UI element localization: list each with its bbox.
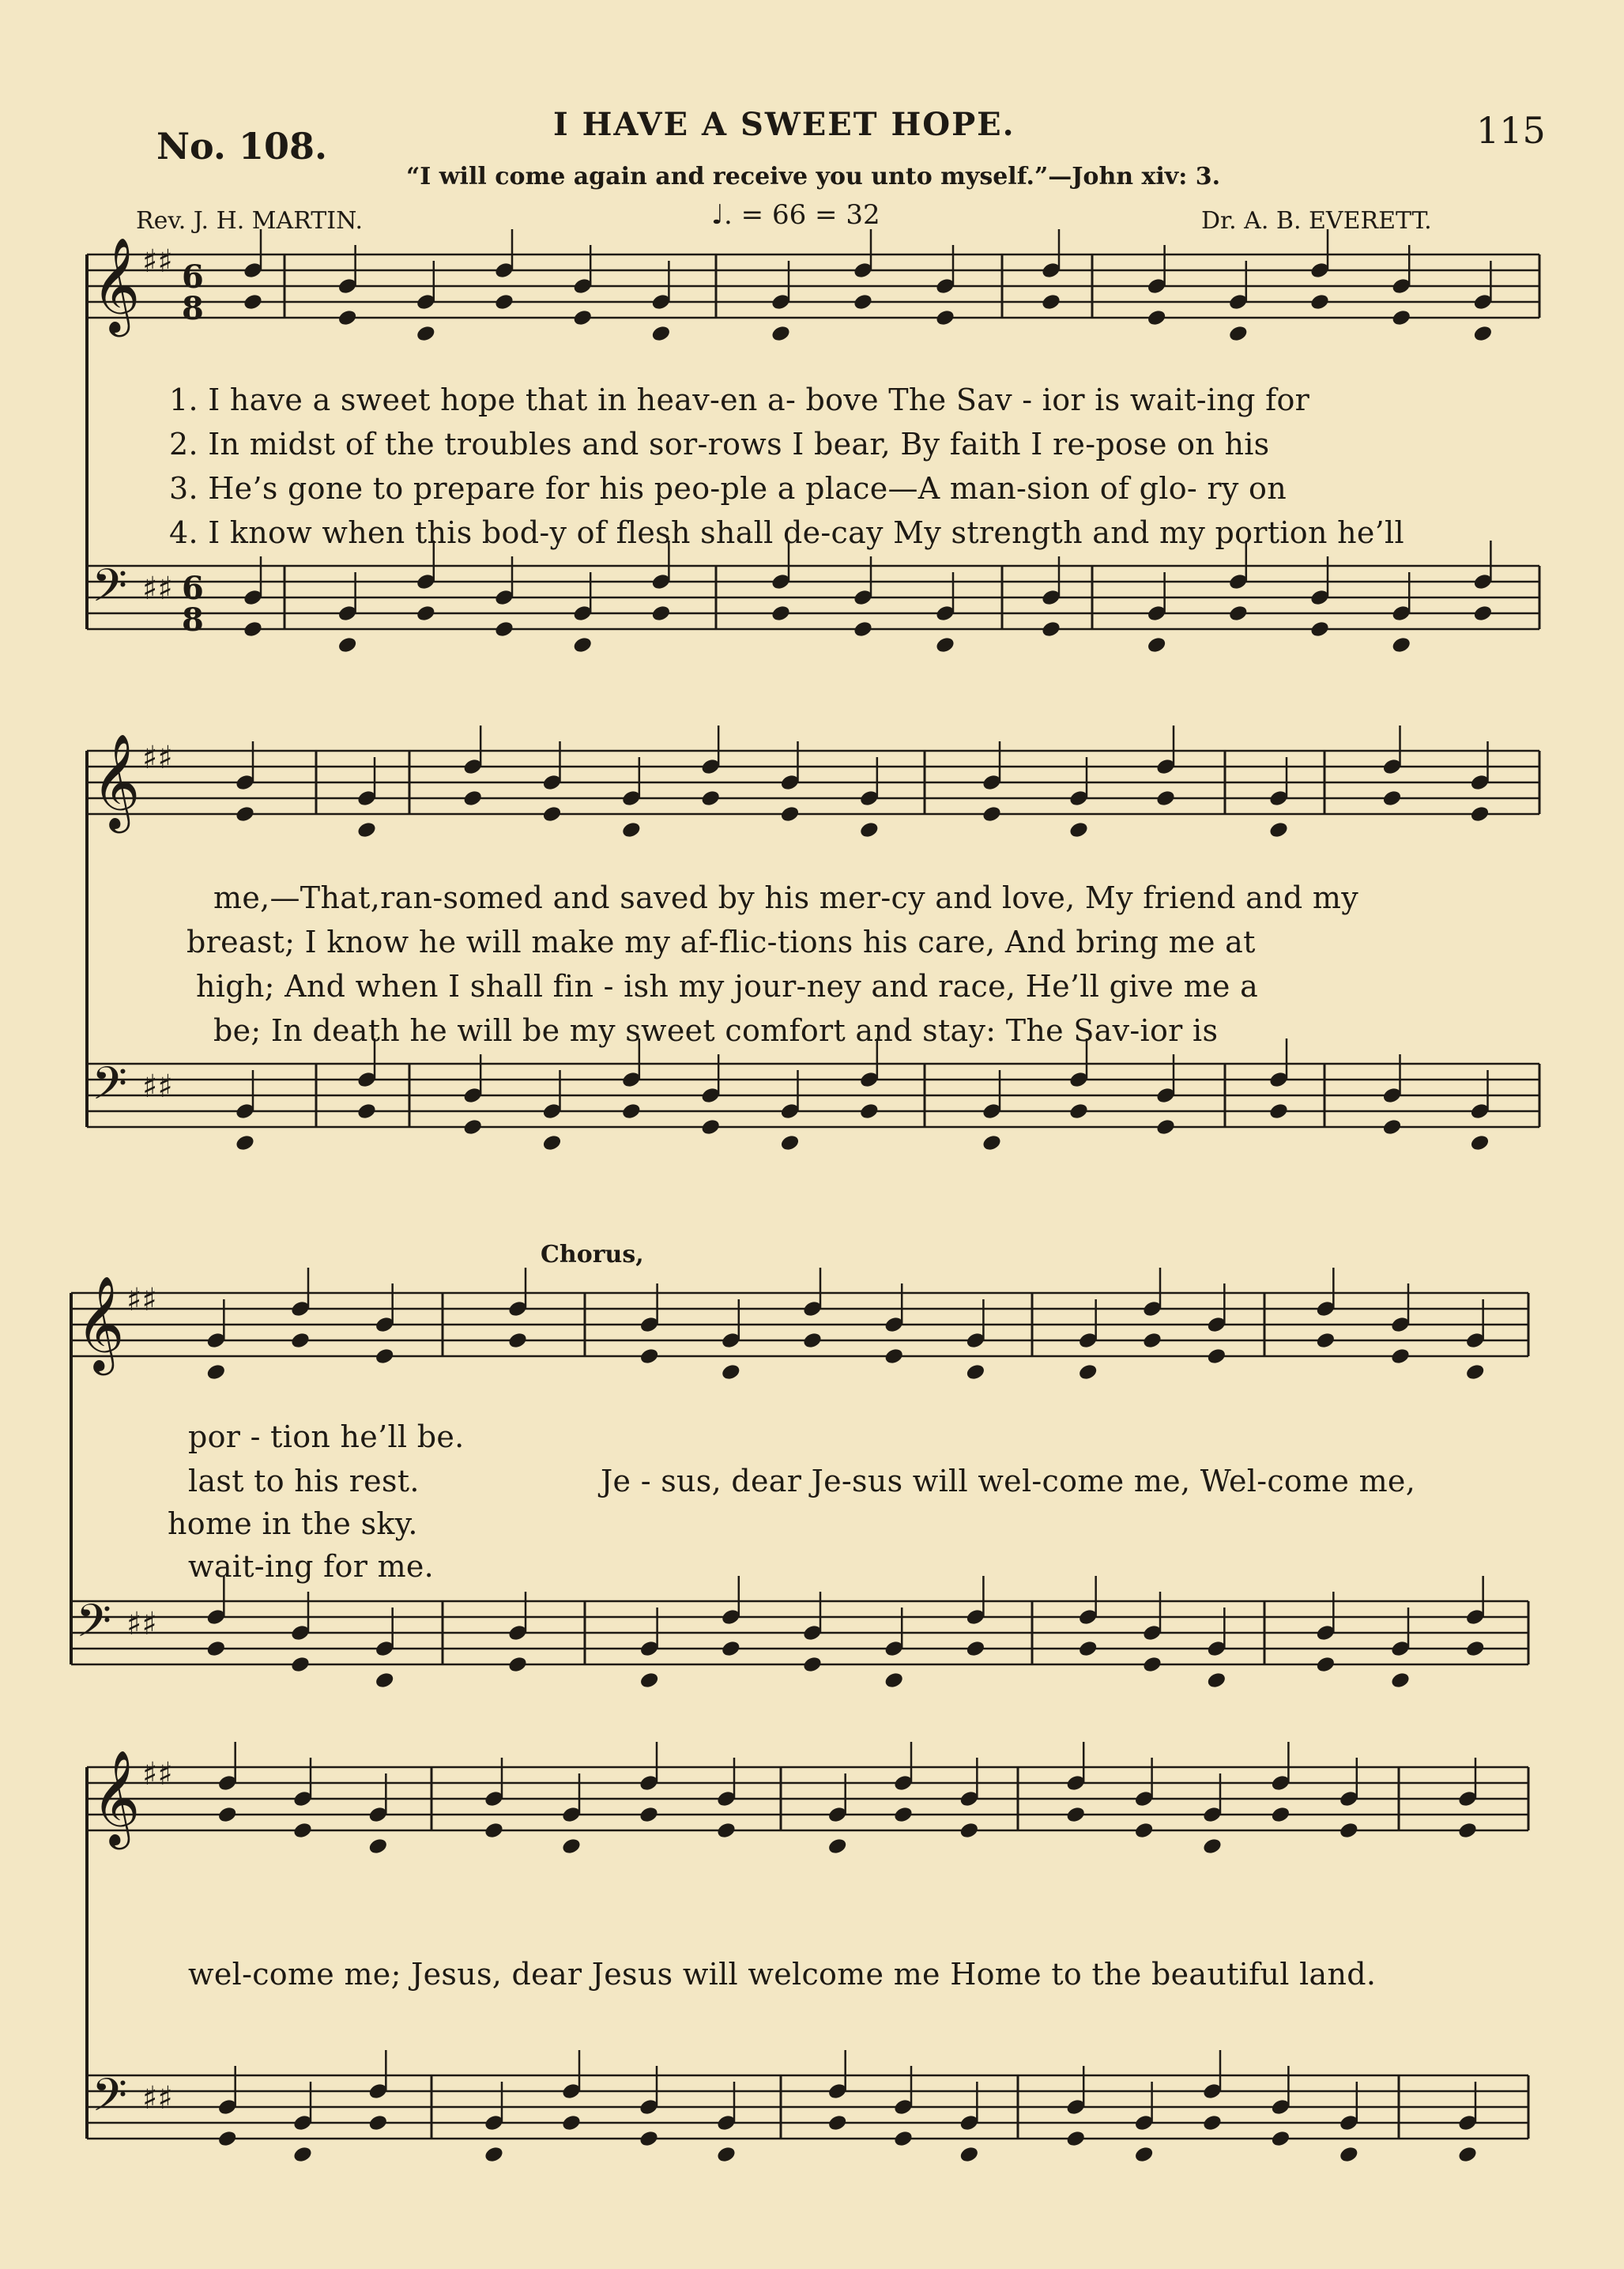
note-head [639,1671,660,1690]
note-head [1133,1821,1155,1840]
note-head [1309,292,1331,311]
note-head [1206,1671,1227,1690]
note-head [462,789,484,808]
dotted-quarter-note-icon: ♩. [711,199,733,231]
key-signature-icon: ♯♯ [142,243,173,280]
note-head [356,820,378,839]
note-head [367,1837,389,1856]
note-head [292,2145,314,2164]
note-head [494,620,515,639]
note-head [1041,292,1062,311]
note-head [884,1671,905,1690]
bass-clef-icon: 𝄢 [92,559,128,624]
note-head [959,2145,980,2164]
note-head [217,2129,238,2148]
note-head [858,820,880,839]
note-head [639,1347,660,1366]
time-signature-bottom: 8 [182,290,204,327]
note-head [1227,324,1249,343]
note-head [1338,1821,1359,1840]
note-head [235,805,256,824]
note-head [853,620,874,639]
note-head [1390,1671,1411,1690]
verse-line: be; In death he will be my sweet comfort and stay: The Sav-ior is [213,1013,1219,1048]
note-head [959,1821,980,1840]
note-head [1065,2129,1087,2148]
note-head [1390,1347,1411,1366]
note-head [1133,2145,1155,2164]
note-head [243,292,264,311]
note-head [507,1655,529,1674]
verse-line: breast; I know he will make my af-flic-tions his care, And bring me at [187,925,1256,959]
note-head [572,308,593,327]
note-head [1381,789,1403,808]
treble-clef-icon: 𝄞 [92,733,141,829]
note-head [541,1133,563,1152]
note-head [1472,324,1494,343]
note-head [1391,308,1412,327]
note-head [1270,2129,1291,2148]
verse-line: 1. I have a sweet hope that in heav-en a- bove The Sav - ior is wait-ing for [169,383,1310,417]
bass-clef-icon: 𝄢 [76,1594,112,1659]
key-signature-icon: ♯♯ [142,740,173,776]
note-head [700,789,722,808]
note-head [561,2113,582,2132]
note-head [720,1363,741,1381]
note-head [982,805,1003,824]
note-head [1391,635,1412,654]
treble-clef-icon: 𝄞 [92,236,141,333]
hymn-title: I HAVE A SWEET HOPE. [553,106,1015,143]
note-head [771,604,792,623]
note-head [356,1102,378,1121]
note-head [205,1363,227,1381]
note-head [1227,604,1249,623]
key-signature-icon: ♯♯ [126,1606,157,1642]
note-head [716,1821,737,1840]
note-head [1077,1363,1098,1381]
note-head [1142,1331,1163,1350]
tempo-value: = 66 = 32 [740,199,880,231]
note-head [337,308,358,327]
chorus-label: Chorus, [541,1241,644,1268]
note-head [1464,1639,1486,1658]
note-head [1457,1821,1479,1840]
time-signature-top: 6 [182,570,204,607]
verse-line: home in the sky. [168,1506,418,1541]
note-head [935,308,956,327]
note-head [1268,1102,1290,1121]
note-head [205,1639,227,1658]
note-head [982,1133,1003,1152]
note-head [292,1821,314,1840]
note-head [965,1363,986,1381]
note-head [415,604,436,623]
note-head [1146,308,1167,327]
note-head [337,635,358,654]
note-head [484,1821,505,1840]
verse-line: me,—That,ran-somed and saved by his mer-cy and love, My friend and my [213,880,1358,915]
bass-clef-icon: 𝄢 [92,2068,128,2133]
note-head [290,1655,311,1674]
note-head [1309,620,1331,639]
note-head [639,1805,660,1824]
note-head [243,620,264,639]
note-head [1206,1347,1227,1366]
note-head [639,2129,660,2148]
note-head [700,1118,722,1136]
note-head [853,292,874,311]
note-head [884,1347,905,1366]
note-head [561,1837,582,1856]
note-head [494,292,515,311]
note-head [1155,1118,1177,1136]
note-head [1381,1118,1403,1136]
key-signature-icon: ♯♯ [142,2080,173,2116]
note-head [1338,2145,1359,2164]
note-head [1077,1639,1098,1658]
note-head [858,1102,880,1121]
note-head [827,2113,848,2132]
scripture-epigraph: “I will come again and receive you unto myself.”—John xiv: 3. [406,163,1221,190]
note-head [771,324,792,343]
time-signature-bottom: 8 [182,601,204,639]
note-head [620,1102,642,1121]
verse-line: 2. In midst of the troubles and sor-rows I bear, By faith I re-pose on his [169,427,1270,462]
note-head [217,1805,238,1824]
bass-clef-icon: 𝄢 [92,1057,128,1121]
verse-line: por - tion he’ll be. [188,1419,465,1454]
note-head [720,1639,741,1658]
note-head [716,2145,737,2164]
note-head [1469,1133,1490,1152]
note-head [1068,820,1090,839]
key-signature-icon: ♯♯ [142,1069,173,1105]
treble-clef-icon: 𝄞 [92,1749,141,1845]
note-head [415,324,436,343]
note-head [1202,2113,1223,2132]
note-head [484,2145,505,2164]
hymn-number: No. 108. [156,125,327,168]
note-head [1268,820,1290,839]
key-signature-icon: ♯♯ [142,571,173,607]
note-head [802,1331,823,1350]
page-number: 115 [1476,109,1546,152]
note-head [1270,1805,1291,1824]
note-head [779,805,801,824]
note-head [827,1837,848,1856]
composer-credit: Dr. A. B. EVERETT. [1201,207,1432,235]
verse-line: 4. I know when this bod-y of flesh shall de-cay My strength and my portion he’ll [169,515,1404,550]
key-signature-icon: ♯♯ [142,1756,173,1792]
note-head [802,1655,823,1674]
verse-line: last to his rest. [188,1464,420,1498]
treble-clef-icon: 𝄞 [76,1275,125,1371]
note-head [1142,1655,1163,1674]
note-head [572,635,593,654]
note-head [367,2113,389,2132]
note-head [507,1331,529,1350]
lyricist-credit: Rev. J. H. MARTIN. [136,207,363,235]
note-head [1315,1331,1336,1350]
note-head [290,1331,311,1350]
note-head [965,1639,986,1658]
note-head [1068,1102,1090,1121]
note-head [1472,604,1494,623]
note-head [462,1118,484,1136]
chorus-line: wel-come me; Jesus, dear Jesus will welcome me Home to the beautiful land. [188,1957,1377,1992]
note-head [893,1805,914,1824]
note-head [235,1133,256,1152]
note-head [650,324,672,343]
note-head [1202,1837,1223,1856]
note-head [541,805,563,824]
note-head [620,820,642,839]
chorus-line: Je - sus, dear Je-sus will wel-come me, Wel-come me, [601,1464,1416,1498]
note-head [1155,789,1177,808]
note-head [1457,2145,1479,2164]
verse-line: wait-ing for me. [188,1549,435,1584]
note-head [374,1347,395,1366]
note-head [374,1671,395,1690]
note-head [1146,635,1167,654]
time-signature-top: 6 [182,258,204,296]
note-head [1469,805,1490,824]
note-head [1065,1805,1087,1824]
note-head [1041,620,1062,639]
key-signature-icon: ♯♯ [126,1282,157,1318]
note-head [650,604,672,623]
verse-line: 3. He’s gone to prepare for his peo-ple a place—A man-sion of glo- ry on [169,471,1287,506]
note-head [893,2129,914,2148]
verse-line: high; And when I shall fin - ish my jour-ney and race, He’ll give me a [196,969,1259,1004]
note-head [1315,1655,1336,1674]
note-head [779,1133,801,1152]
note-head [935,635,956,654]
note-head [1464,1363,1486,1381]
